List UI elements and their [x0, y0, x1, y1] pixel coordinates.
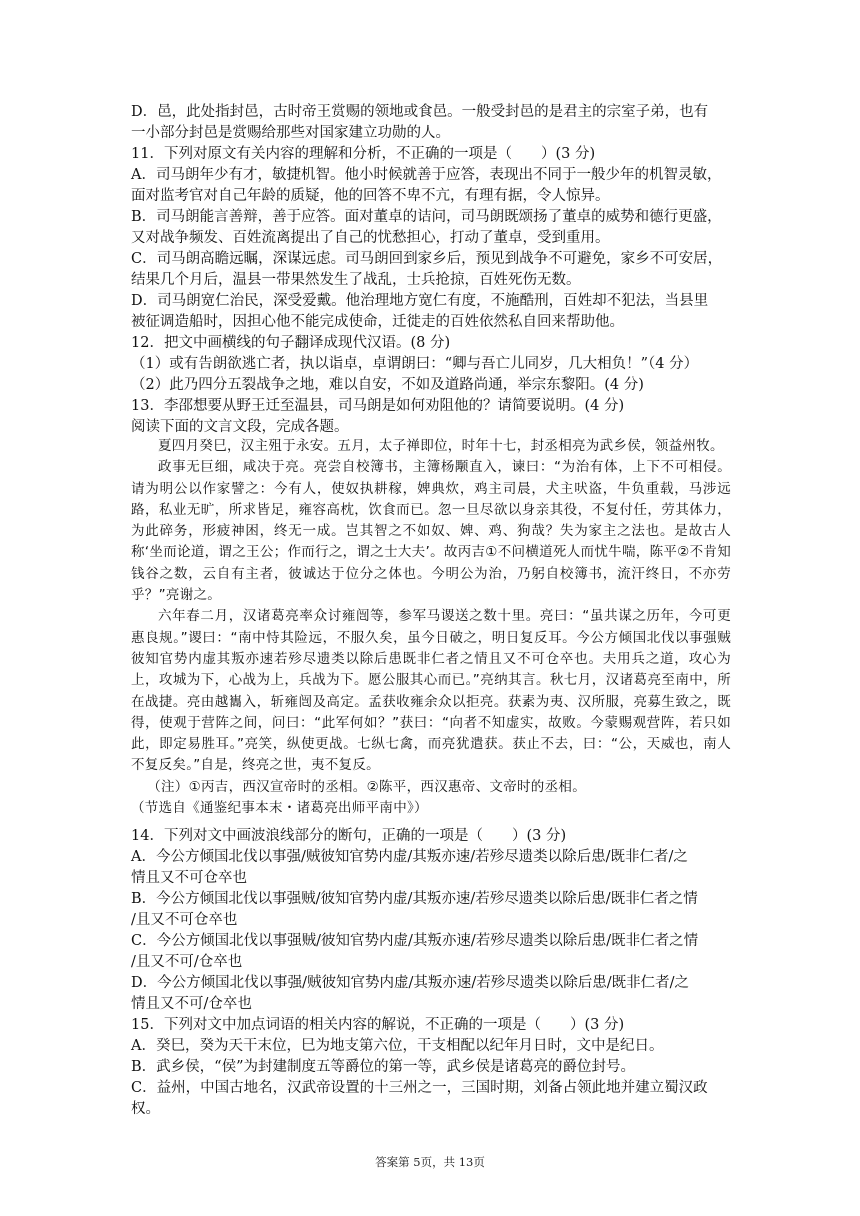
question-12-part-2: （2）此乃四分五裂战争之地，难以自安，不如及道路尚通，举宗东黎阳。(4 分)	[131, 377, 644, 393]
text-line: 情且又不可/仓卒也	[131, 996, 252, 1012]
text-line: /且又不可仓卒也	[131, 912, 238, 928]
passage-paragraph-2: 政事无巨细，咸决于亮。亮尝自校簿书，主簿杨颙直入，谏曰：“为治有体，上下不可相侵。请为明公以作家譬之：今有人，使奴执耕稼，婢典炊，鸡主司晨，犬主吠盗，牛负重载，马涉远路，私业无旷，所求皆足，雍容高枕，饮食而已。忽一旦尽欲以身亲其役，不复付任，劳其体力，为此碎务，形疲神困，终无一成。岂其智之不如奴、婢、鸡、狗哉？失为家主之法也。是故古人称‘坐而论道，谓之王公；作而行之，谓之士大夫’。故丙吉①不问横道死人而忧牛喘，陈平②不肯知钱谷之数，云自有主者，彼诚达于位分之体也。今明公为治，乃躬自校簿书，流汗终日，不亦劳乎？”亮谢之。	[131, 459, 731, 604]
option-b: B．司马朗能言善辩，善于应答。面对董卓的诘问，司马朗既颂扬了董卓的威势和德行更盛，	[131, 209, 722, 225]
option-a: A．今公方倾国北伐以事强/贼彼知官势内虚/其叛亦速/若殄尽遗类以除后患/既非仁者/之	[131, 849, 688, 865]
passage-annotation: （注）①丙吉，西汉宣帝时的丞相。②陈平，西汉惠帝、文帝时的丞相。	[147, 778, 586, 795]
question-13: 13．李邵想要从野王迁至温县，司马朗是如何劝阻他的？请简要说明。(4 分)	[131, 398, 625, 414]
page-footer: 答案第 5页，共 13页	[375, 1155, 485, 1169]
text-line: 面对监考官对自己年龄的质疑，他的回答不卑不亢，有理有据，令人惊异。	[131, 188, 610, 204]
option-c: C．今公方倾国北伐以事强贼/彼知官势内虚/其叛亦速/若殄尽遗类以除后患/既非仁者之情	[131, 933, 699, 949]
passage-paragraph-3: 六年春二月，汉诸葛亮率众讨雍闿等，参军马谡送之数十里。亮曰：“虽共谋之历年，今可更惠良规。”谡曰：“南中恃其险远，不服久矣，虽今日破之，明日复反耳。今公方倾国北伐以事强贼彼知官势内虚其叛亦速若殄尽遗类以除后患既非仁者之情且又不可仓卒也。夫用兵之道，攻心为上，攻城为下，心战为上，兵战为下。愿公服其心而已。”亮纳其言。秋七月，汉诸葛亮至南中，所在战捷。亮由越巂入，斩雍闿及高定。孟获收雍余众以拒亮。获素为夷、汉所服，亮募生致之，既得，使观于营阵之间，问曰：“此军何如？”获曰：“向者不知虚实，故败。今蒙赐观营阵，若只如此，即定易胜耳。”亮笑，纵使更战。七纵七禽，而亮犹遣获。获止不去，曰：“公，天威也，南人不复反矣。”自是，终亮之世，夷不复反。	[131, 608, 731, 774]
reading-intro	[131, 417, 731, 438]
question-15: 15．下列对文中加点词语的相关内容的解说，不正确的一项是（ ）(3 分)	[131, 1017, 625, 1033]
option-d: D．司马朗宽仁治民，深受爱戴。他治理地方宽仁有度，不施酷刑，百姓却不犯法，当县里	[131, 293, 709, 309]
questions-14-15	[131, 826, 731, 1120]
option-b: B．今公方倾国北伐以事强贼/彼知官势内虚/其叛亦速/若殄尽遗类以除后患/既非仁者之情	[131, 891, 698, 907]
question-11: 11．下列对原文有关内容的理解和分析，不正确的一项是（ ）(3 分)	[131, 146, 596, 162]
option-b: B．武乡侯，“侯”为封建制度五等爵位的第一等，武乡侯是诸葛亮的爵位封号。	[131, 1059, 635, 1075]
answer-options-and-questions-11-13	[131, 102, 731, 417]
option-c: C．司马朗高瞻远瞩，深谋远虑。司马朗回到家乡后，预见到战争不可避免，家乡不可安居，	[131, 251, 723, 267]
passage-source: （节选自《通鉴纪事本末・诸葛亮出师平南中》）	[131, 800, 428, 817]
classical-chinese-passage	[131, 436, 731, 819]
question-12: 12．把文中画横线的句子翻译成现代汉语。(8 分)	[131, 335, 451, 351]
text-line: 又对战争频发、百姓流离提出了自己的忧愁担心，打动了董卓，受到重用。	[131, 230, 610, 246]
text-line: 权。	[131, 1101, 160, 1117]
question-14: 14．下列对文中画波浪线部分的断句，正确的一项是（ ）(3 分)	[131, 828, 567, 844]
text-line: D．邑，此处指封邑，古时帝王赏赐的领地或食邑。一般受封邑的是君主的宗室子弟，也有	[131, 104, 709, 120]
question-12-part-1: （1）或有告朗欲逃亡者，执以诣卓，卓谓朗曰：“卿与吾亡儿同岁，几大相负！”（4 分）	[131, 356, 699, 372]
option-a: A．司马朗年少有才，敏捷机智。他小时候就善于应答，表现出不同于一般少年的机智灵敏，	[131, 167, 722, 183]
option-a: A．癸巳，癸为天干末位，巳为地支第六位，干支相配以纪年月日时，文中是纪日。	[131, 1038, 664, 1054]
text-line: 情且又不可仓卒也	[131, 870, 247, 886]
text-line: 一小部分封邑是赏赐给那些对国家建立功勋的人。	[131, 125, 450, 141]
option-d: D．今公方倾国北伐以事强/贼彼知官势内虚/其叛亦速/若殄尽遗类以除后患/既非仁者/之	[131, 975, 690, 991]
text-line: 被征调造船时，因担心他不能完成使命，迁徙走的百姓依然私自回来帮助他。	[131, 314, 624, 330]
passage-paragraph-1: 夏四月癸巳，汉主殂于永安。五月，太子禅即位，时年十七，封丞相亮为武乡侯，领益州牧。	[158, 438, 724, 454]
text-line: 结果几个月后，温县一带果然发生了战乱，士兵抢掠，百姓死伤无数。	[131, 272, 581, 288]
reading-instruction: 阅读下面的文言文段，完成各题。	[131, 419, 349, 435]
option-c: C．益州，中国古地名，汉武帝设置的十三州之一，三国时期，刘备占领此地并建立蜀汉政	[131, 1080, 708, 1096]
text-line: /且又不可/仓卒也	[131, 954, 243, 970]
